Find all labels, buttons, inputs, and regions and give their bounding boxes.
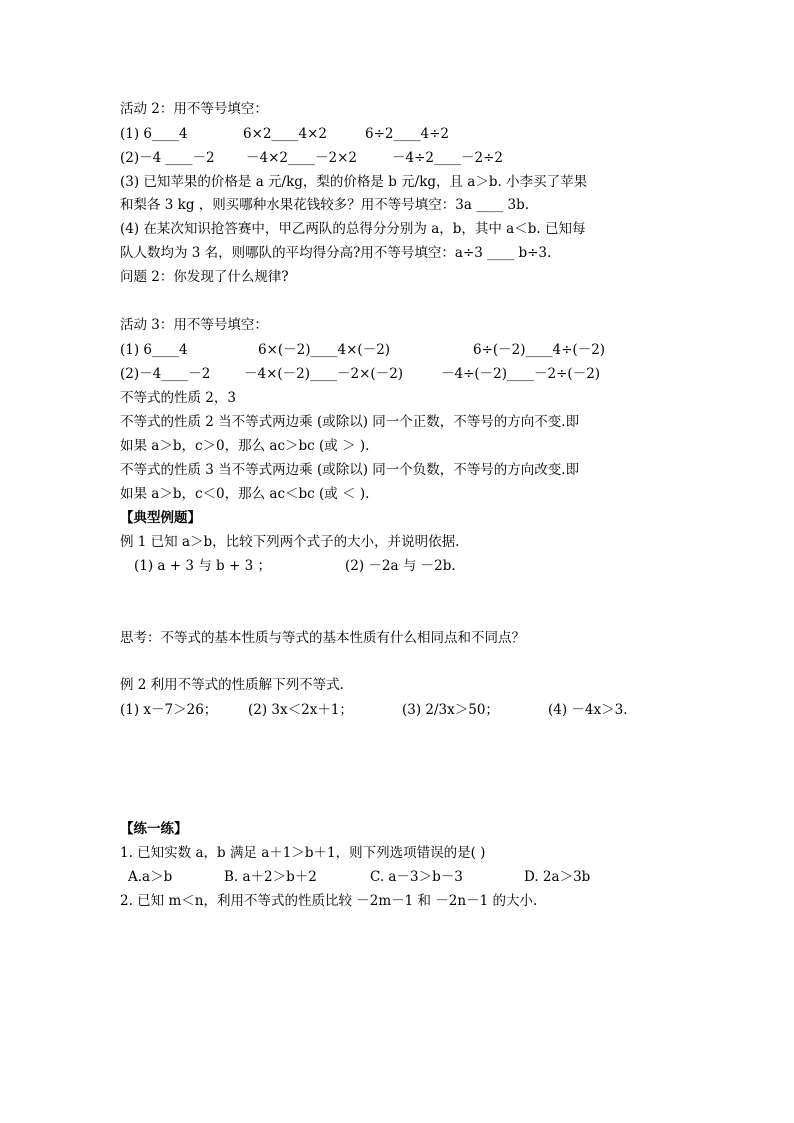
activity2-row2: [120, 150, 680, 166]
practice-q1-option-a: A.a＞b: [128, 869, 173, 885]
practice-q1-options: [120, 869, 680, 885]
activity3-row2-item1: (2)－4____－2: [120, 366, 211, 382]
activity2-q3-line1: (3) 已知苹果的价格是 a 元/kg，梨的价格是 b 元/kg，且 a＞b. 小李买了苹果: [120, 174, 588, 190]
activity3-row1: [120, 342, 680, 358]
practice-q1-option-b: B. a＋2＞b＋2: [224, 869, 317, 885]
example2-item3: (3) 2/3x＞50；: [402, 702, 499, 718]
activity3-row2-item2: －4×(－2)____－2×(－2): [244, 366, 404, 382]
activity2-q3-line2: 和梨各 3 kg ，则买哪种水果花钱较多？用不等号填空：3a ____ 3b.: [120, 197, 530, 213]
property2-line2: 如果 a＞b，c＞0，那么 ac＞bc (或 ＞ ).: [120, 438, 370, 454]
property3-line2: 如果 a＞b，c＜0，那么 ac＜bc (或 ＜ ).: [120, 486, 370, 502]
activity2-row2-item1: (2)－4 ____－2: [120, 150, 215, 166]
example2-item4: (4) －4x＞3.: [548, 702, 628, 718]
activity3-row1-item2: 6×(－2)____4×(－2): [258, 342, 391, 358]
activity2-row2-item3: －4÷2____－2÷2: [392, 150, 503, 166]
activity2-row1: [120, 126, 680, 142]
example2-items: [120, 702, 680, 718]
activity2-problem2: 问题 2：你发现了什么规律?: [120, 269, 289, 285]
activity3-row1-item3: 6÷(－2)____4÷(－2): [473, 342, 606, 358]
activity2-row1-item3: 6÷2____4÷2: [365, 126, 449, 142]
practice-q1-option-c: C. a－3＞b－3: [370, 869, 463, 885]
example1-part2: (2) －2a 与 －2b.: [345, 558, 456, 574]
activity2-row1-item2: 6×2____4×2: [243, 126, 327, 142]
activity2-row1-item1: (1) 6____4: [120, 126, 188, 142]
practice-q2: 2. 已知 m＜n，利用不等式的性质比较 －2m－1 和 －2n－1 的大小.: [120, 893, 538, 909]
think-question: 思考：不等式的基本性质与等式的基本性质有什么相同点和不同点？: [120, 630, 525, 646]
example1-part1: (1) a + 3 与 b + 3 ；: [134, 558, 271, 574]
example1-parts: [120, 558, 620, 574]
practice-q1-option-d: D. 2a＞3b: [524, 869, 591, 885]
activity2-row2-item2: －4×2____－2×2: [246, 150, 357, 166]
example2-item2: (2) 3x＜2x＋1；: [248, 702, 353, 718]
activity3-row1-item1: (1) 6____4: [120, 342, 188, 358]
example2-title: 例 2 利用不等式的性质解下列不等式.: [120, 677, 344, 693]
activity3-row2: [120, 366, 680, 382]
activity2-title: 活动 2：用不等号填空：: [120, 101, 268, 117]
practice-heading: 【练一练】: [120, 821, 188, 837]
examples-heading: 【典型例题】: [120, 510, 201, 526]
example2-item1: (1) x－7＞26；: [120, 702, 218, 718]
activity2-q4-line2: 队人数均为 3 名，则哪队的平均得分高?用不等号填空：a÷3 ____ b÷3.: [120, 245, 552, 261]
activity2-q4-line1: (4) 在某次知识抢答赛中，甲乙两队的总得分分别为 a，b，其中 a＜b. 已知每: [120, 221, 586, 237]
activity3-title: 活动 3：用不等号填空：: [120, 317, 268, 333]
properties-heading: 不等式的性质 2，3: [120, 390, 236, 406]
practice-q1: 1. 已知实数 a，b 满足 a＋1＞b＋1，则下列选项错误的是( ): [120, 845, 486, 861]
example1-title: 例 1 已知 a＞b，比较下列两个式子的大小，并说明依据.: [120, 534, 460, 550]
property2-line1: 不等式的性质 2 当不等式两边乘 (或除以) 同一个正数，不等号的方向不变.即: [120, 414, 580, 430]
activity3-row2-item3: －4÷(－2)____－2÷(－2): [441, 366, 601, 382]
property3-line1: 不等式的性质 3 当不等式两边乘 (或除以) 同一个负数，不等号的方向改变.即: [120, 462, 580, 478]
